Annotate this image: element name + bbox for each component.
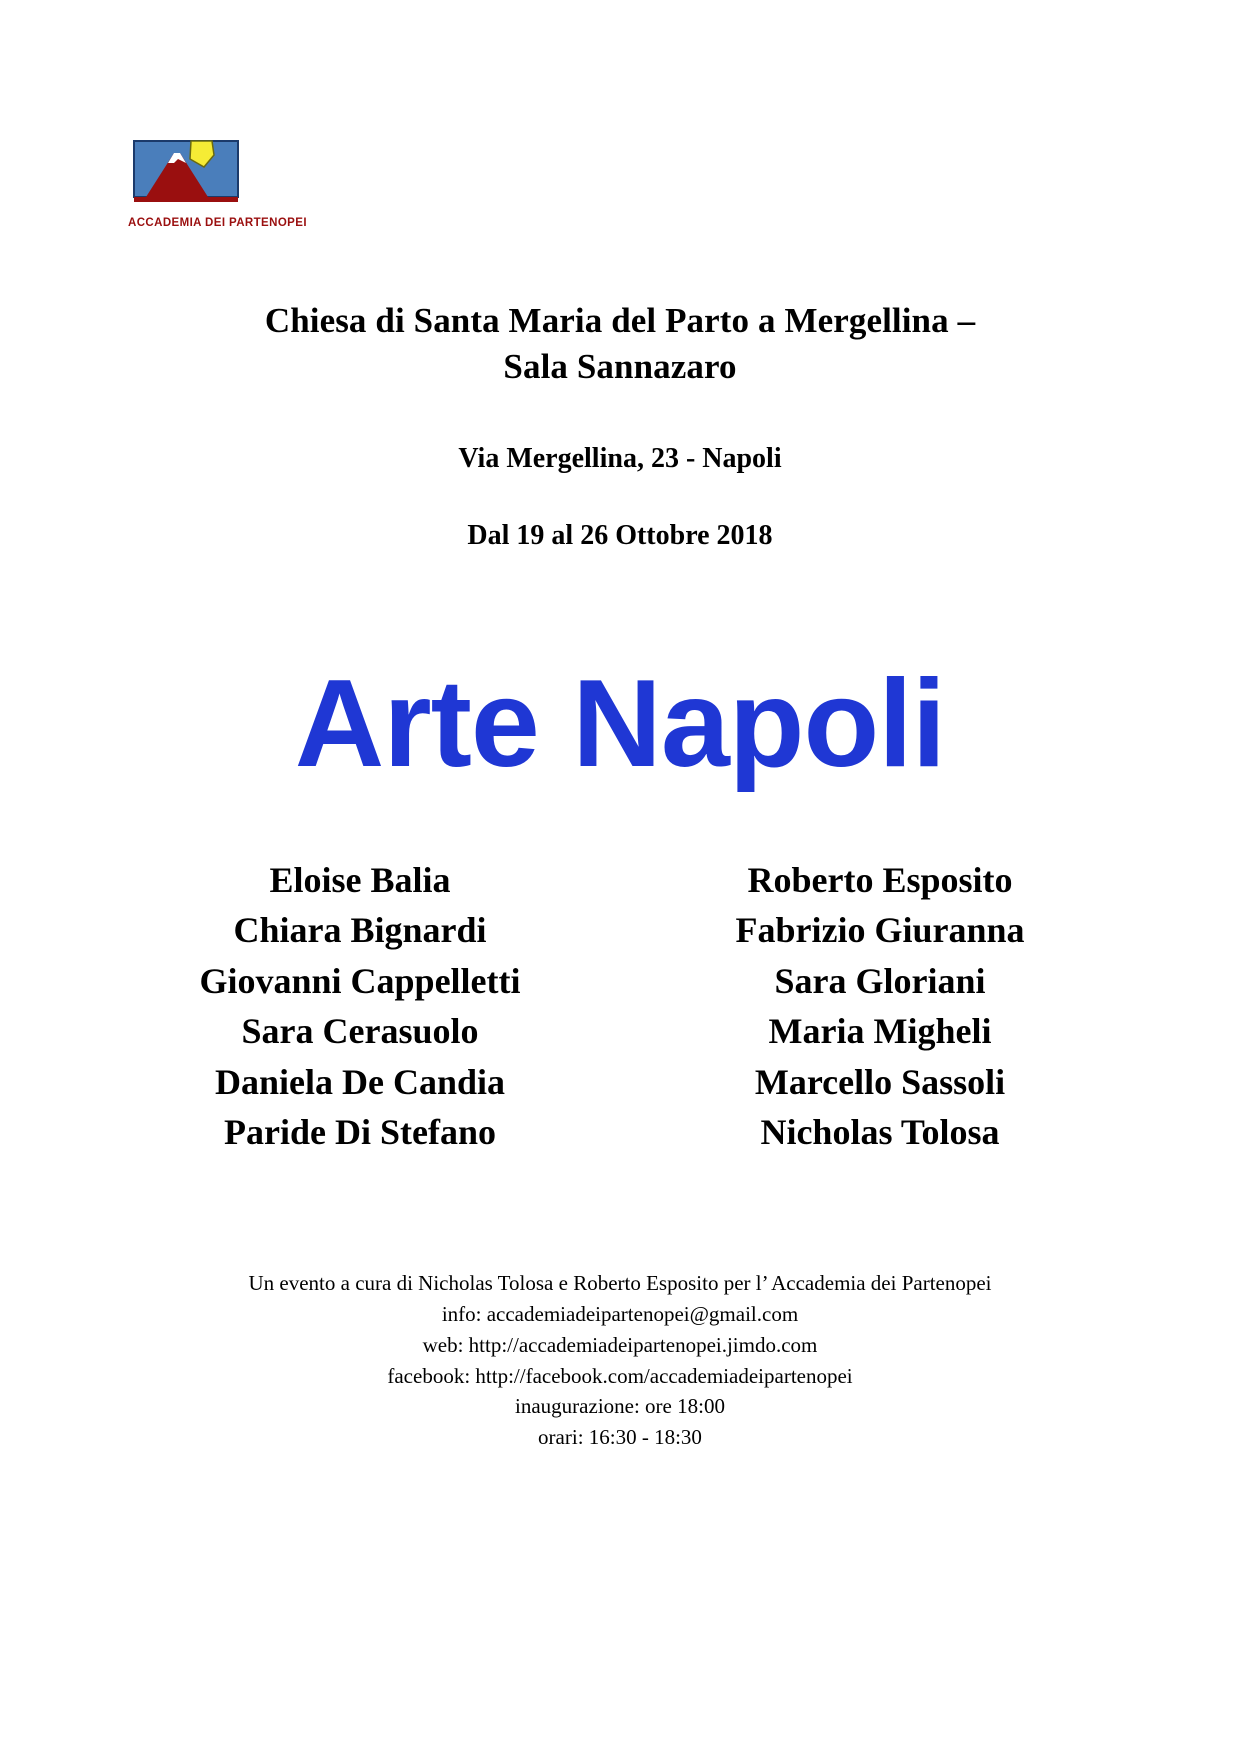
footer-info [0,1268,1240,1453]
vesuvius-logo-icon [128,133,250,213]
artist-name: Paride Di Stefano [224,1111,496,1152]
artist-name: Sara Gloriani [774,960,986,1001]
logo-block [128,133,308,229]
artist-name: Maria Migheli [768,1011,992,1052]
footer-email: info: accademiadeipartenopei@gmail.com [441,1301,799,1326]
page-title: Arte Napoli [294,655,946,793]
artist-name: Roberto Esposito [747,860,1013,900]
artist-name: Daniela De Candia [214,1061,506,1102]
event-dates: Dal 19 al 26 Ottobre 2018 [467,520,773,551]
venue-title [0,298,1240,390]
footer-hours: orari: 16:30 - 18:30 [538,1425,702,1450]
artist-name: Marcello Sassoli [754,1061,1006,1102]
artist-name: Nicholas Tolosa [760,1111,1000,1152]
artists-column-right [620,855,1140,1157]
artist-name: Eloise Balia [269,860,451,900]
artists-column-left [100,855,620,1157]
footer-opening: inaugurazione: ore 18:00 [515,1394,725,1419]
artists-list [0,855,1240,1157]
artist-name: Giovanni Cappelletti [199,960,521,1001]
footer-credit: Un evento a cura di Nicholas Tolosa e Roberto Esposito per l’ Accademia dei Partenopei [248,1271,992,1295]
artist-name: Fabrizio Giuranna [735,910,1025,951]
venue-line-2: Sala Sannazaro [503,347,737,387]
footer-website[interactable]: web: http://accademiadeipartenopei.jimdo.com [422,1332,818,1357]
artist-name: Sara Cerasuolo [241,1011,479,1052]
logo-caption: ACCADEMIA DEI PARTENOPEI [128,217,307,229]
footer-facebook[interactable]: facebook: http://facebook.com/accademiadeipartenopei [387,1363,853,1388]
artist-name: Chiara Bignardi [233,910,487,951]
venue-line-1: Chiesa di Santa Maria del Parto a Mergellina – [264,301,976,340]
venue-address: Via Mergellina, 23 - Napoli [458,443,782,474]
